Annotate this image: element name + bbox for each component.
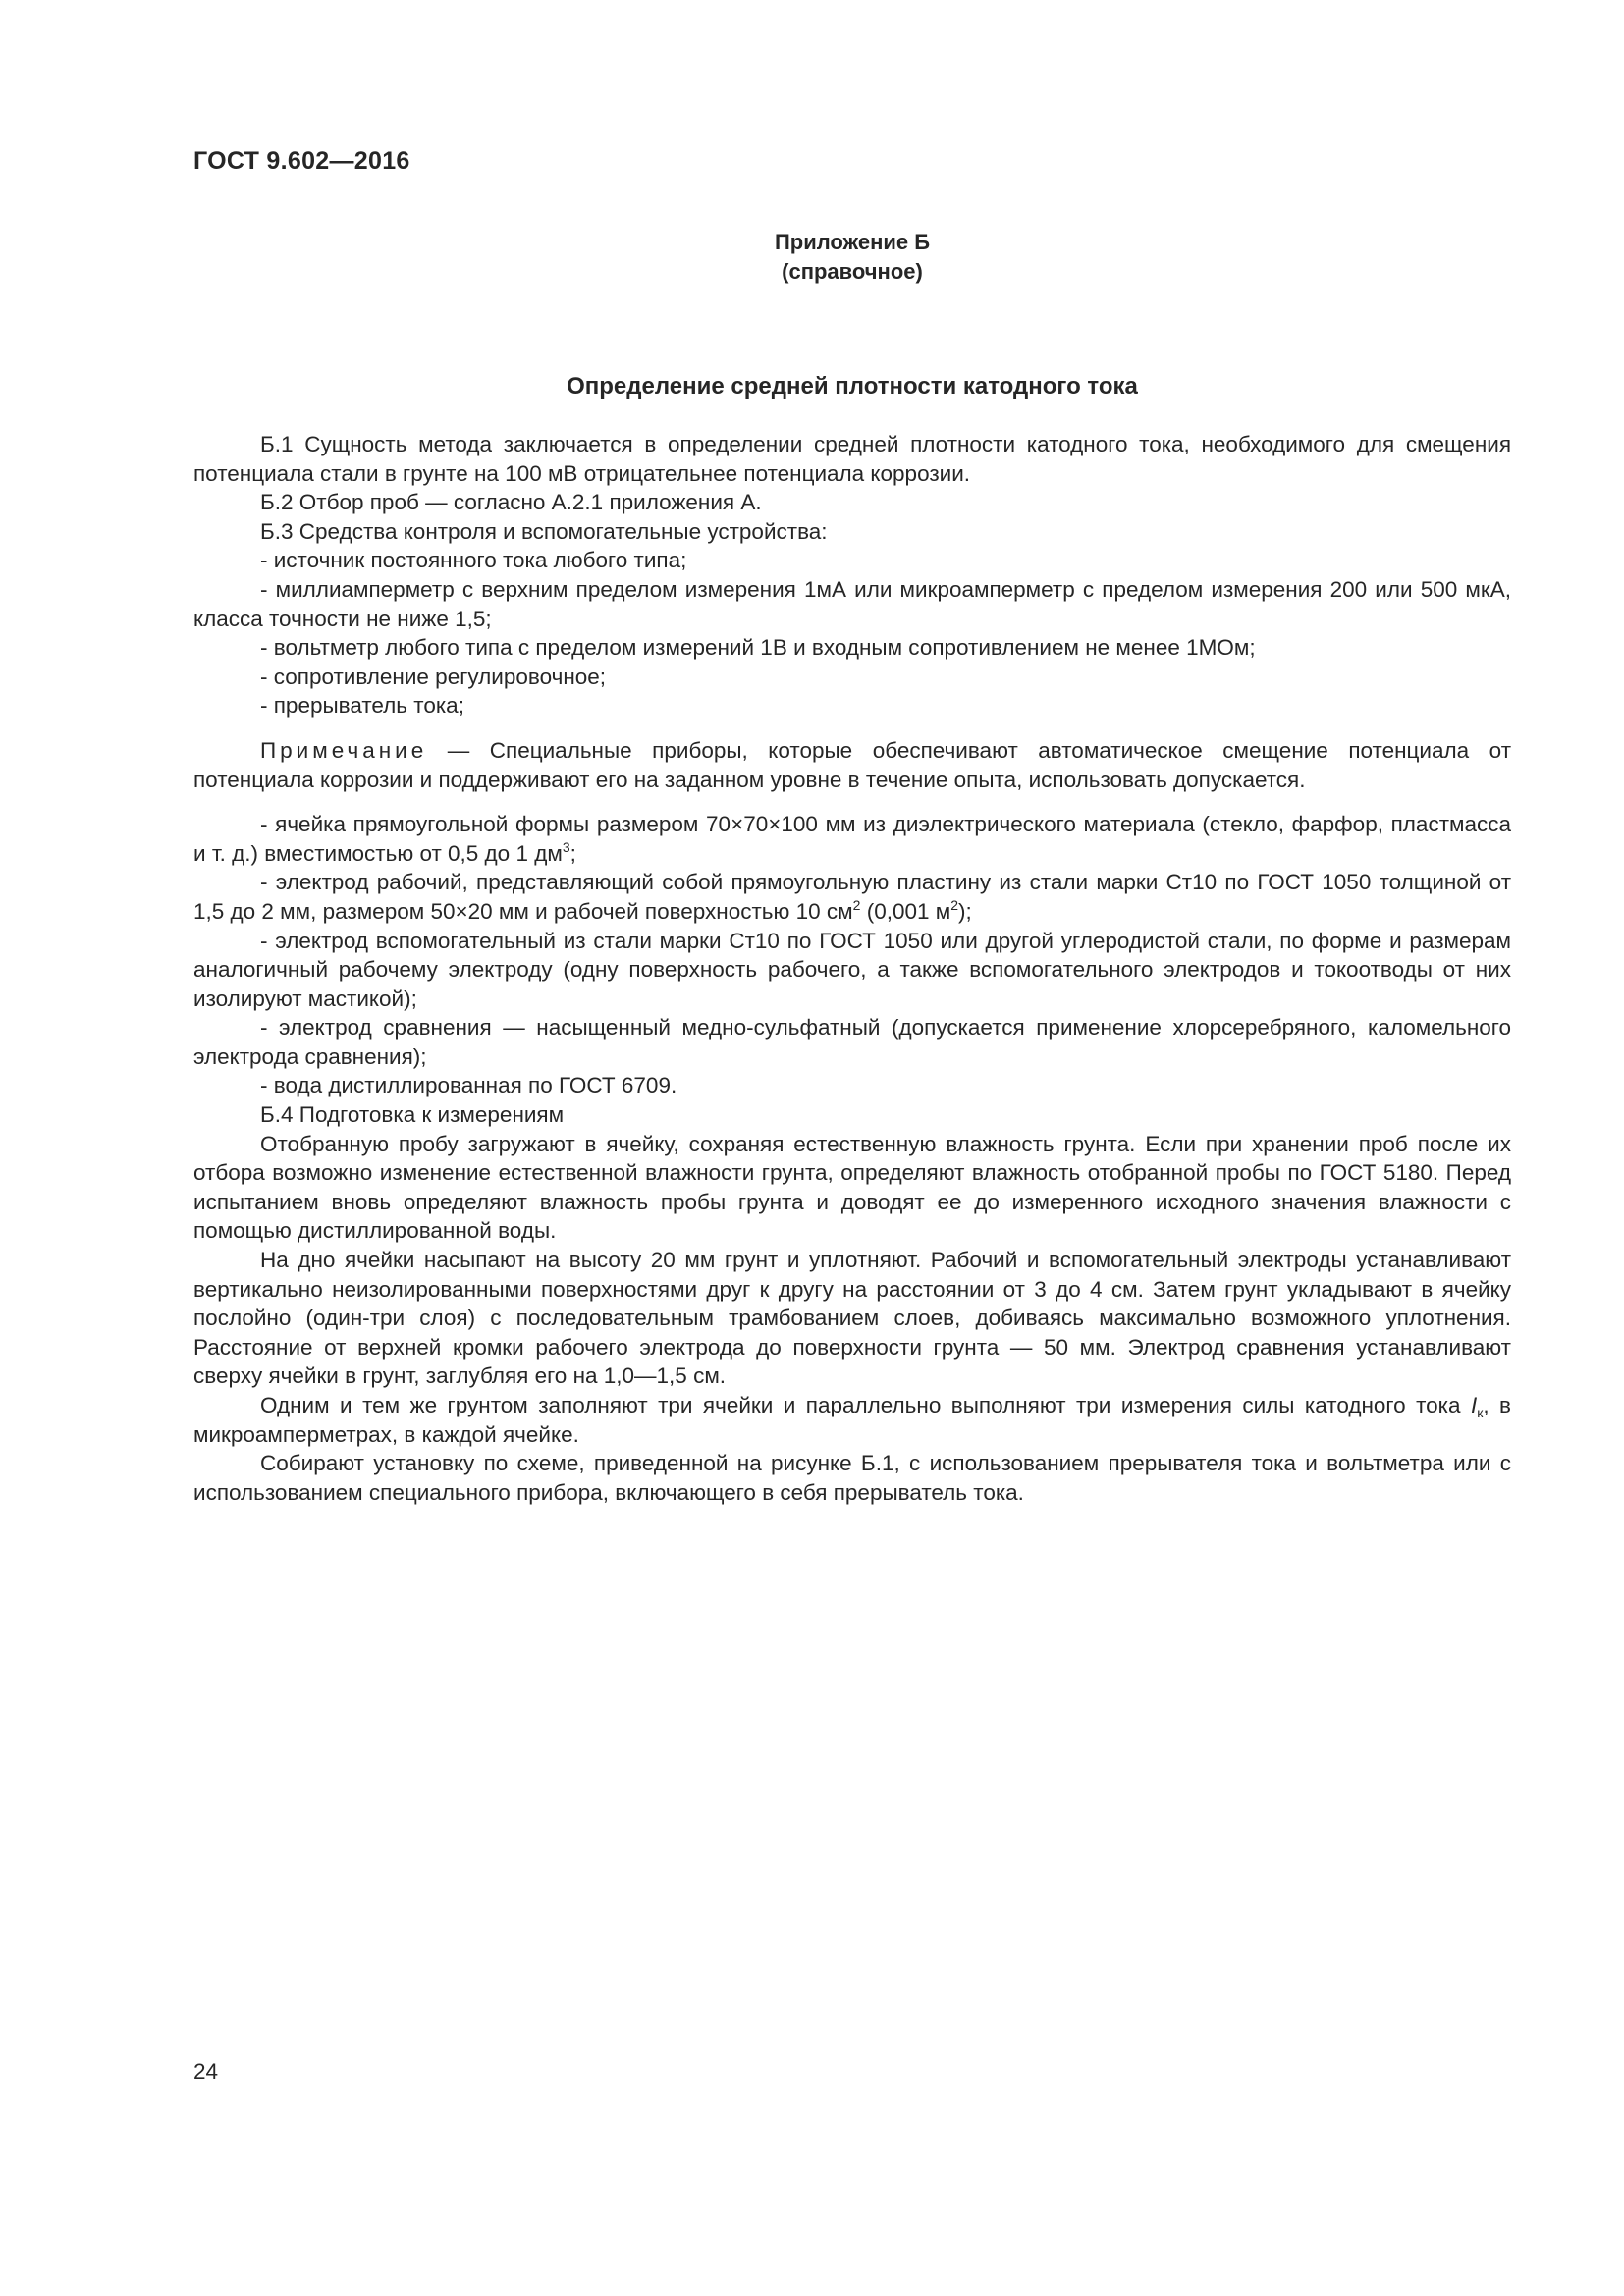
paragraph-cell-filling: На дно ячейки насыпают на высоту 20 мм грунт и уплотняют. Рабочий и вспомогательный электроды устанавливают вертикально неизолированными поверхностями друг к другу на расстоянии от 3 до 4 см. Затем грунт укладывают в ячейку послойно (один-три слоя) с последовательным трамбованием слоев, добиваясь максимально возможного уплотнения. Расстояние от верхней кромки рабочего электрода до поверхности грунта — 50 мм. Электрод сравнения устанавливают сверху ячейки в грунт, заглубляя его на 1,0—1,5 см. — [193, 1248, 1511, 1389]
note-text: — Специальные приборы, которые обеспечивают автоматическое смещение потенциала от потенциала коррозии и поддерживают его на заданном уровне в течение опыта, использовать допускается. — [193, 737, 1511, 792]
list-item-auxiliary-electrode: - электрод вспомогательный из стали марки Ст10 по ГОСТ 1050 или другой углеродистой стали, по форме и размерам аналогичный рабочему электроду (одну поверхность рабочего, а также вспомогательного электродов и токоотводы от них изолируют мастикой); — [193, 928, 1511, 1011]
paragraph-b2: Б.2 Отбор проб — согласно А.2.1 приложения А. — [260, 490, 762, 515]
list-item-working-electrode: - электрод рабочий, представляющий собой прямоугольную пластину из стали марки Ст10 по ГОСТ 1050 толщиной от 1,5 до 2 мм, размером 50×20 мм и рабочей поверхностью 10 $см^2$ (0,001 $м^2$); — [193, 870, 1511, 924]
page-number: 24 — [193, 2059, 219, 2084]
paragraph-sample-loading: Отобранную пробу загружают в ячейку, сохраняя естественную влажность грунта. Если при хранении проб после их отбора возможно изменение естественной влажности грунта, определяют влажность отобранной пробы по ГОСТ 5180. Перед испытанием вновь определяют влажность пробы грунта и доводят ее до измеренного исходного значения влажности с помощью дистиллированной воды. — [193, 1131, 1511, 1244]
note-label: Примечание — [260, 737, 428, 763]
paragraph-b4: Б.4 Подготовка к измерениям — [260, 1102, 565, 1128]
list-item-resistor: - сопротивление регулировочное; — [260, 664, 607, 689]
paragraph-measurements: Одним и тем же грунтом заполняют три ячейки и параллельно выполняют три измерения силы катодного тока $I_к$, в микроамперметрах, в каждой ячейке. — [193, 1393, 1511, 1447]
list-item-voltmeter: - вольтметр любого типа с пределом измерений 1В и входным сопротивлением не менее 1МОм; — [260, 635, 1256, 661]
body-text — [193, 430, 1511, 1507]
list-item-reference-electrode: - электрод сравнения — насыщенный медно-сульфатный (допускается применение хлорсеребряного, каломельного электрода сравнения); — [193, 1015, 1511, 1069]
note — [193, 736, 1511, 794]
list-item-interrupter: - прерыватель тока; — [260, 693, 464, 719]
list-item-milliammeter: - миллиамперметр с верхним пределом измерения 1мА или микроамперметр с пределом измерения 200 или 500 мкА, класса точности не ниже 1,5; — [193, 576, 1511, 631]
annex-type: (справочное) — [782, 259, 923, 284]
document-code: ГОСТ 9.602—2016 — [193, 147, 410, 175]
list-item-distilled-water: - вода дистиллированная по ГОСТ 6709. — [260, 1073, 677, 1098]
paragraph-b1: Б.1 Сущность метода заключается в определении средней плотности катодного тока, необходимого для смещения потенциала стали в грунте на 100 мВ отрицательнее потенциала коррозии. — [193, 432, 1511, 486]
paragraph-assembly: Собирают установку по схеме, приведенной на рисунке Б.1, с использованием прерывателя тока и вольтметра или с использованием специального прибора, включающего в себя прерыватель тока. — [193, 1451, 1511, 1505]
list-item-cell: - ячейка прямоугольной формы размером 70×70×100 мм из диэлектрического материала (стекло, фарфор, пластмасса и т. д.) вместимостью от 0,5 до 1 $дм^3$; — [193, 812, 1511, 866]
list-item-power-source: - источник постоянного тока любого типа; — [260, 548, 687, 573]
section-title: Определение средней плотности катодного тока — [567, 373, 1138, 400]
annex-heading — [193, 228, 1511, 287]
annex-title: Приложение Б — [774, 230, 931, 254]
paragraph-b3: Б.3 Средства контроля и вспомогательные устройства: — [260, 518, 828, 544]
